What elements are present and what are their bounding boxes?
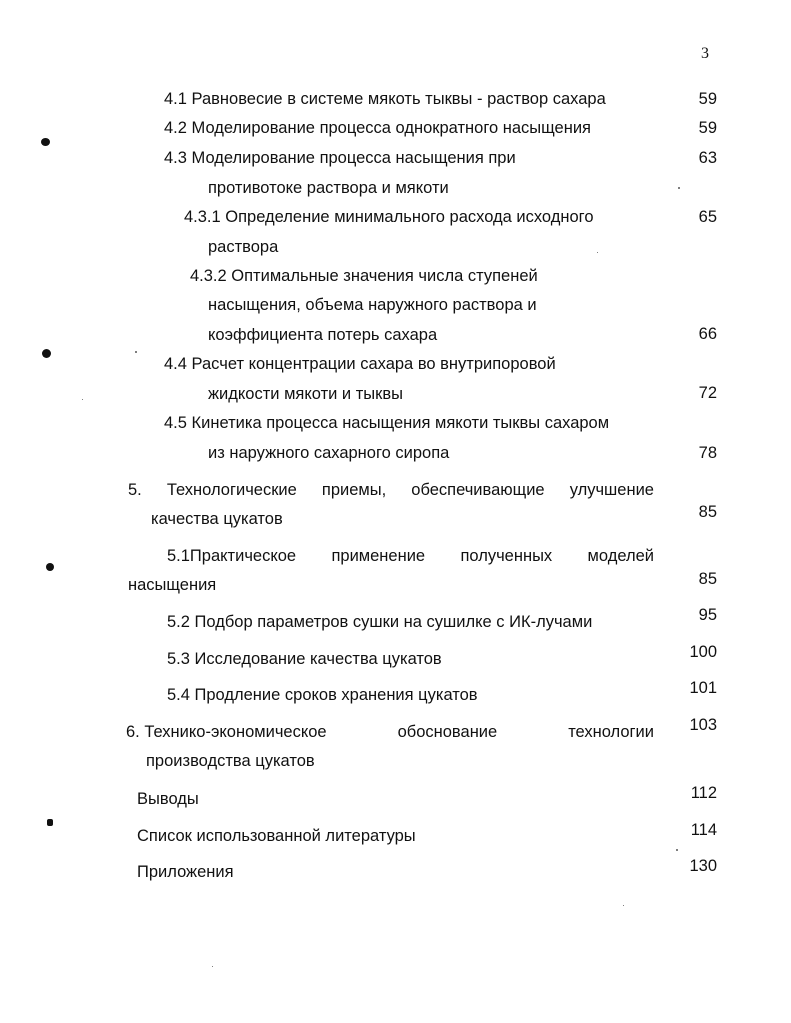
toc-entry-5-4-title: 5.4 Продление сроков хранения цукатов [167, 686, 478, 704]
toc-entry-4-3-2-title-line3: коэффициента потерь сахара [208, 326, 438, 344]
toc-entry-6-title-line2: производства цукатов [146, 752, 315, 770]
scan-speck [676, 849, 678, 851]
toc-entry-4-4-page: 72 [698, 384, 717, 402]
toc-entry-4-3-2-page: 66 [698, 325, 717, 343]
toc-entry-4-3-1-title-line2: раствора [208, 238, 279, 256]
toc-entry-4-3-1-page: 65 [698, 208, 717, 226]
toc-entry-5-title-line1 [128, 480, 654, 500]
toc-entry-conclusions-title: Выводы [137, 790, 199, 808]
toc-entry-5-title-line2: качества цукатов [151, 510, 283, 528]
toc-entry-5-1-title-line2: насыщения [128, 576, 217, 594]
toc-word: 5. [128, 481, 142, 499]
hole-punch-mark [42, 349, 51, 358]
toc-entry-4-3-title-line2: противотоке раствора и мякоти [208, 179, 449, 197]
toc-entry-5-1-title-line1 [167, 546, 654, 566]
toc-entry-4-1-title: 4.1 Равновесие в системе мякоть тыквы - раствор сахара [164, 90, 606, 108]
toc-entry-5-3-page: 100 [689, 643, 717, 661]
toc-entry-4-1-page: 59 [698, 90, 717, 108]
toc-word: применение [331, 547, 426, 565]
toc-word: приемы, [321, 481, 387, 499]
toc-word: Технологические [166, 481, 297, 499]
toc-entry-4-5-page: 78 [698, 444, 717, 462]
toc-entry-references-title: Список использованной литературы [137, 827, 416, 845]
toc-entry-4-4-title-line1: 4.4 Расчет концентрации сахара во внутрипоровой [164, 355, 556, 373]
toc-entry-5-4-page: 101 [689, 679, 717, 697]
toc-entry-6-title-line1 [126, 722, 654, 742]
toc-entry-5-1-page: 85 [698, 570, 717, 588]
toc-word: обоснование [397, 723, 498, 741]
toc-word: моделей [587, 547, 654, 565]
toc-entry-4-5-title-line2: из наружного сахарного сиропа [208, 444, 450, 462]
toc-entry-5-2-title: 5.2 Подбор параметров сушки на сушилке с ИК-лучами [167, 613, 593, 631]
scan-speck [135, 351, 137, 353]
toc-entry-4-4-title-line2: жидкости мякоти и тыквы [208, 385, 403, 403]
toc-word: 6. Технико-экономическое [126, 723, 327, 741]
toc-entry-references-page: 114 [690, 821, 717, 839]
toc-entry-4-3-title-line1: 4.3 Моделирование процесса насыщения при [164, 149, 516, 167]
toc-entry-4-3-1-title-line1: 4.3.1 Определение минимального расхода исходного [184, 208, 594, 226]
hole-punch-mark [46, 563, 54, 571]
toc-entry-appendices-title: Приложения [137, 863, 234, 881]
toc-entry-5-page: 85 [698, 503, 717, 521]
toc-word: полученных [460, 547, 553, 565]
toc-entry-4-2-page: 59 [698, 119, 717, 137]
toc-entry-4-5-title-line1: 4.5 Кинетика процесса насыщения мякоти тыквы сахаром [164, 414, 610, 432]
toc-entry-4-3-2-title-line1: 4.3.2 Оптимальные значения числа ступеней [190, 267, 538, 285]
scan-speck [623, 905, 624, 906]
toc-word: технологии [568, 723, 654, 741]
toc-word: улучшение [569, 481, 654, 499]
scan-speck [678, 187, 680, 189]
toc-word: 5.1Практическое [167, 547, 297, 565]
toc-word: обеспечивающие [411, 481, 545, 499]
scan-speck [82, 399, 83, 400]
toc-entry-5-3-title: 5.3 Исследование качества цукатов [167, 650, 442, 668]
toc-entry-conclusions-page: 112 [690, 784, 717, 802]
hole-punch-mark [47, 819, 53, 826]
toc-entry-4-3-2-title-line2: насыщения, объема наружного раствора и [208, 296, 537, 314]
hole-punch-mark [41, 138, 50, 146]
page-number: 3 [701, 45, 709, 62]
toc-entry-4-3-page: 63 [698, 149, 717, 167]
scan-speck [212, 966, 213, 967]
toc-entry-6-page: 103 [689, 716, 717, 734]
toc-entry-4-2-title: 4.2 Моделирование процесса однократного насыщения [164, 119, 591, 137]
toc-entry-5-2-page: 95 [698, 606, 717, 624]
toc-entry-appendices-page: 130 [689, 857, 717, 875]
scan-speck [597, 252, 598, 253]
